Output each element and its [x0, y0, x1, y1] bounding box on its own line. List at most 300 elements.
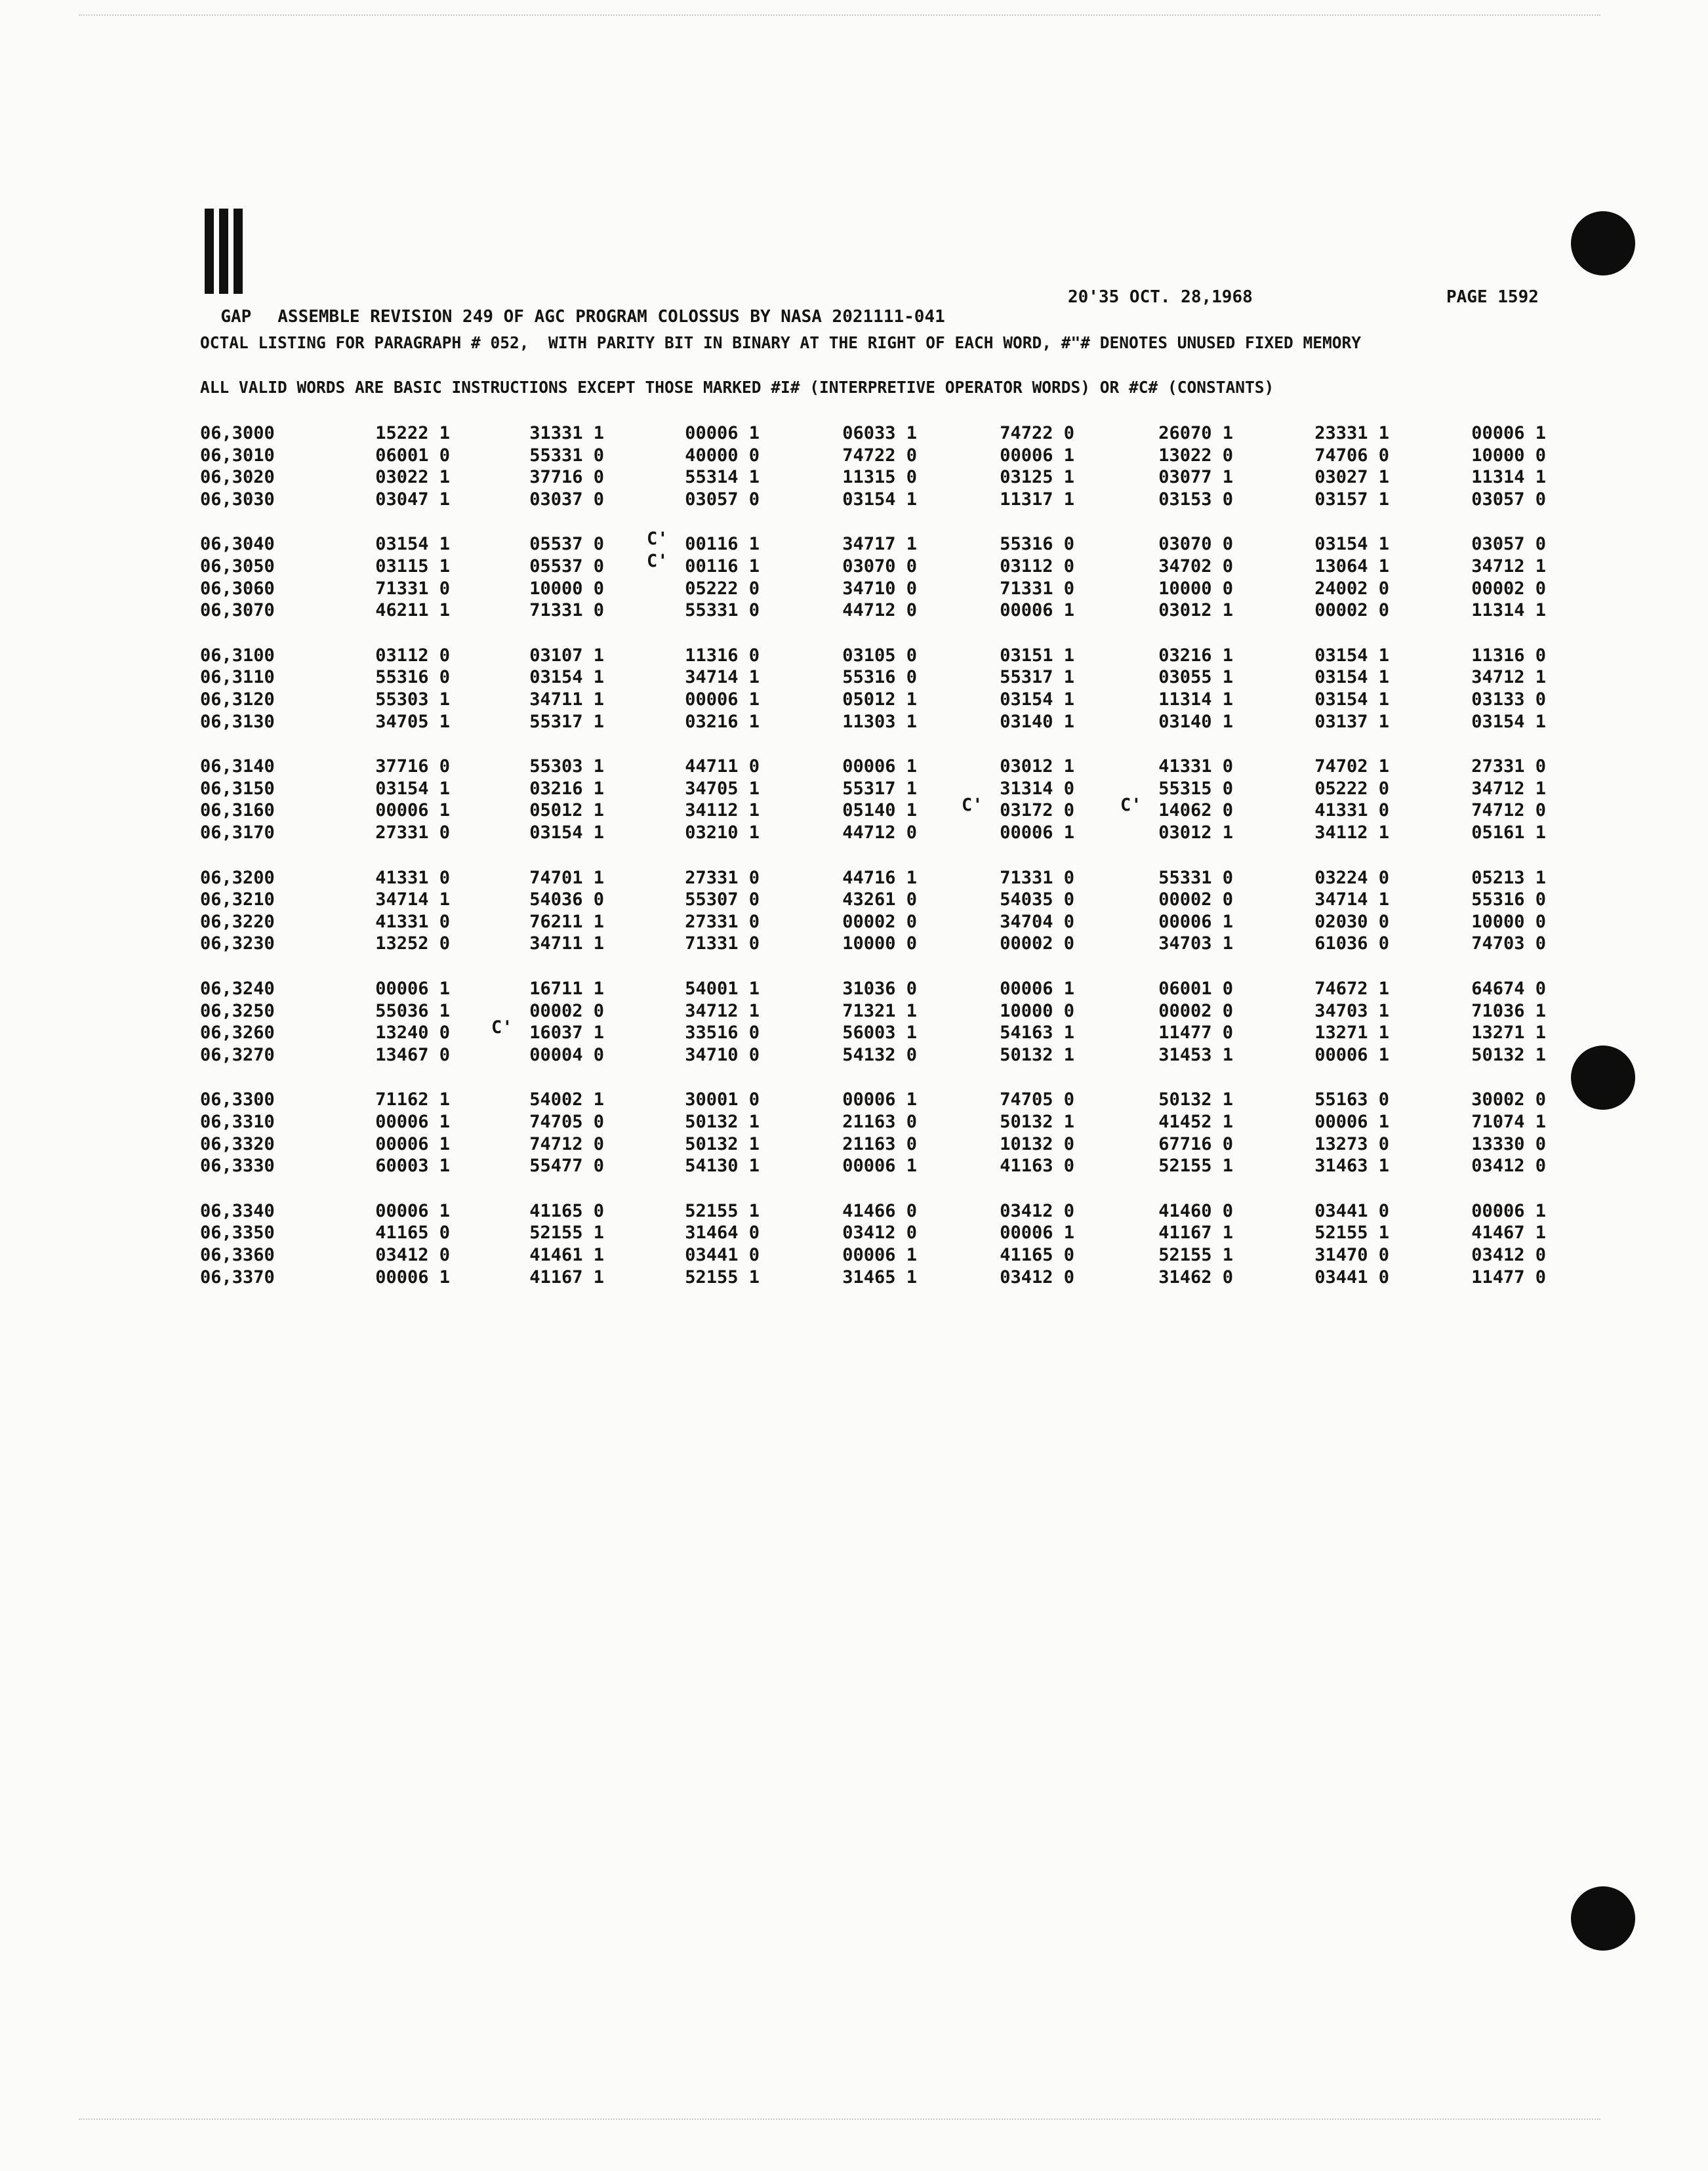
octal-word: 41167 1	[1158, 1223, 1233, 1244]
octal-word: 55303 1	[529, 756, 604, 777]
octal-word: 03172 0	[1000, 800, 1074, 821]
octal-word: 03154 1	[1314, 689, 1389, 710]
row-address: 06,3360	[200, 1245, 275, 1265]
octal-word: 21163 0	[842, 1112, 917, 1132]
header-line-3: ALL VALID WORDS ARE BASIC INSTRUCTIONS EXCEPT THOSE MARKED #I# (INTERPRETIVE OPERATOR WORDS) OR #C# (CONSTANTS)	[200, 378, 1274, 397]
octal-word: 00006 1	[1000, 822, 1074, 843]
octal-word: 13330 0	[1471, 1133, 1546, 1154]
constant-marker: C'	[962, 795, 983, 816]
row-address: 06,3000	[200, 423, 275, 443]
octal-word: 46211 1	[375, 600, 450, 621]
octal-word: 13022 0	[1158, 445, 1233, 466]
octal-word: 34712 1	[1471, 667, 1546, 688]
octal-word: 31470 0	[1314, 1245, 1389, 1265]
row-address: 06,3350	[200, 1223, 275, 1244]
octal-word: 03012 1	[1000, 756, 1074, 777]
octal-word: 03012 1	[1158, 600, 1233, 621]
octal-word: 27331 0	[685, 867, 760, 888]
octal-word: 13252 0	[375, 933, 450, 954]
octal-word: 13064 1	[1314, 556, 1389, 577]
octal-word: 03057 0	[1471, 489, 1546, 510]
octal-word: 26070 1	[1158, 423, 1233, 443]
octal-word: 03027 1	[1314, 467, 1389, 488]
octal-word: 50132 1	[1000, 1044, 1074, 1065]
octal-word: 34714 1	[685, 667, 760, 688]
octal-word: 71321 1	[842, 1000, 917, 1021]
octal-word: 76211 1	[529, 911, 604, 932]
octal-word: 27331 0	[1471, 756, 1546, 777]
octal-word: 05537 0	[529, 556, 604, 577]
octal-word: 34711 1	[529, 933, 604, 954]
octal-word: 34112 1	[1314, 822, 1389, 843]
row-address: 06,3020	[200, 467, 275, 488]
octal-word: 34710 0	[685, 1044, 760, 1065]
octal-word: 41165 0	[529, 1200, 604, 1221]
row-address: 06,3200	[200, 867, 275, 888]
octal-word: 03105 0	[842, 645, 917, 666]
constant-marker: C'	[647, 551, 668, 571]
octal-word: 05213 1	[1471, 867, 1546, 888]
octal-word: 03037 0	[529, 489, 604, 510]
octal-word: 55315 0	[1158, 778, 1233, 799]
octal-word: 74712 0	[529, 1133, 604, 1154]
page-number: PAGE 1592	[1446, 287, 1539, 307]
octal-word: 05537 0	[529, 534, 604, 555]
row-address: 06,3170	[200, 822, 275, 843]
octal-word: 03115 1	[375, 556, 450, 577]
octal-word: 71074 1	[1471, 1112, 1546, 1132]
octal-word: 11316 0	[685, 645, 760, 666]
octal-word: 00006 1	[685, 689, 760, 710]
octal-word: 03412 0	[1000, 1267, 1074, 1288]
octal-word: 41467 1	[1471, 1223, 1546, 1244]
octal-word: 41461 1	[529, 1245, 604, 1265]
octal-word: 03137 1	[1314, 711, 1389, 732]
octal-word: 03133 0	[1471, 689, 1546, 710]
punch-hole-bottom	[1571, 1886, 1635, 1951]
octal-word: 43261 0	[842, 889, 917, 910]
octal-word: 34705 1	[375, 711, 450, 732]
octal-word: 11303 1	[842, 711, 917, 732]
octal-word: 71331 0	[1000, 578, 1074, 599]
octal-word: 03057 0	[1471, 534, 1546, 555]
row-address: 06,3040	[200, 534, 275, 555]
row-address: 06,3320	[200, 1133, 275, 1154]
octal-word: 03157 1	[1314, 489, 1389, 510]
octal-word: 11315 0	[842, 467, 917, 488]
octal-word: 52155 1	[529, 1223, 604, 1244]
header-timestamp: 20'35 OCT. 28,1968	[1068, 287, 1253, 307]
octal-word: 00006 1	[1000, 445, 1074, 466]
octal-word: 71331 0	[529, 600, 604, 621]
octal-word: 31465 1	[842, 1267, 917, 1288]
octal-word: 55331 0	[685, 600, 760, 621]
octal-word: 03107 1	[529, 645, 604, 666]
octal-word: 55317 1	[842, 778, 917, 799]
octal-word: 05161 1	[1471, 822, 1546, 843]
octal-word: 27331 0	[375, 822, 450, 843]
octal-word: 71331 0	[1000, 867, 1074, 888]
octal-word: 31314 0	[1000, 778, 1074, 799]
octal-word: 00116 1	[685, 556, 760, 577]
octal-word: 55316 0	[375, 667, 450, 688]
octal-word: 06001 0	[1158, 979, 1233, 999]
octal-word: 03047 1	[375, 489, 450, 510]
octal-word: 44712 0	[842, 600, 917, 621]
octal-word: 13271 1	[1314, 1023, 1389, 1044]
octal-word: 00006 1	[1471, 1200, 1546, 1221]
octal-word: 00006 1	[375, 1133, 450, 1154]
octal-word: 16711 1	[529, 979, 604, 999]
octal-word: 00002 0	[1000, 933, 1074, 954]
octal-word: 05012 1	[529, 800, 604, 821]
octal-word: 71162 1	[375, 1089, 450, 1110]
octal-word: 00006 1	[842, 1156, 917, 1177]
octal-word: 03153 0	[1158, 489, 1233, 510]
row-address: 06,3340	[200, 1200, 275, 1221]
octal-word: 03070 0	[842, 556, 917, 577]
row-address: 06,3150	[200, 778, 275, 799]
row-address: 06,3250	[200, 1000, 275, 1021]
octal-word: 34717 1	[842, 534, 917, 555]
octal-word: 00002 0	[1314, 600, 1389, 621]
octal-word: 74702 1	[1314, 756, 1389, 777]
octal-word: 24002 0	[1314, 578, 1389, 599]
scan-edge-top	[79, 14, 1600, 16]
octal-word: 03216 1	[529, 778, 604, 799]
punch-hole-middle	[1571, 1045, 1635, 1110]
octal-word: 11314 1	[1471, 467, 1546, 488]
octal-word: 00006 1	[685, 423, 760, 443]
octal-word: 03154 1	[842, 489, 917, 510]
row-address: 06,3120	[200, 689, 275, 710]
octal-word: 03210 1	[685, 822, 760, 843]
octal-word: 31453 1	[1158, 1044, 1233, 1065]
octal-word: 34712 1	[1471, 778, 1546, 799]
octal-word: 52155 1	[685, 1267, 760, 1288]
octal-word: 55163 0	[1314, 1089, 1389, 1110]
octal-word: 03154 1	[529, 822, 604, 843]
octal-word: 05222 0	[1314, 778, 1389, 799]
octal-word: 03154 1	[1471, 711, 1546, 732]
octal-word: 23331 1	[1314, 423, 1389, 443]
constant-marker: C'	[1120, 795, 1142, 816]
octal-word: 05222 0	[685, 578, 760, 599]
octal-word: 16037 1	[529, 1023, 604, 1044]
octal-word: 13271 1	[1471, 1023, 1546, 1044]
octal-word: 00006 1	[842, 756, 917, 777]
octal-word: 11316 0	[1471, 645, 1546, 666]
row-address: 06,3370	[200, 1267, 275, 1288]
row-address: 06,3270	[200, 1044, 275, 1065]
octal-word: 30002 0	[1471, 1089, 1546, 1110]
octal-word: 31464 0	[685, 1223, 760, 1244]
octal-word: 31463 1	[1314, 1156, 1389, 1177]
octal-word: 03412 0	[842, 1223, 917, 1244]
punch-hole-top	[1571, 211, 1635, 275]
octal-word: 00002 0	[1158, 1000, 1233, 1021]
octal-word: 00006 1	[375, 1267, 450, 1288]
octal-word: 34714 1	[375, 889, 450, 910]
octal-word: 54163 1	[1000, 1023, 1074, 1044]
octal-word: 11317 1	[1000, 489, 1074, 510]
octal-word: 55316 0	[842, 667, 917, 688]
octal-word: 71331 0	[685, 933, 760, 954]
octal-word: 03022 1	[375, 467, 450, 488]
octal-word: 00006 1	[1471, 423, 1546, 443]
octal-word: 03112 0	[375, 645, 450, 666]
octal-word: 54132 0	[842, 1044, 917, 1065]
octal-word: 00006 1	[1000, 979, 1074, 999]
octal-word: 00002 0	[529, 1000, 604, 1021]
octal-word: 67716 0	[1158, 1133, 1233, 1154]
octal-word: 41452 1	[1158, 1112, 1233, 1132]
octal-word: 00006 1	[1314, 1044, 1389, 1065]
octal-word: 50132 1	[685, 1133, 760, 1154]
octal-word: 00006 1	[375, 800, 450, 821]
octal-word: 33516 0	[685, 1023, 760, 1044]
row-address: 06,3310	[200, 1112, 275, 1132]
octal-word: 03412 0	[375, 1245, 450, 1265]
octal-word: 37716 0	[529, 467, 604, 488]
row-address: 06,3010	[200, 445, 275, 466]
octal-word: 34704 0	[1000, 911, 1074, 932]
octal-word: 34712 1	[685, 1000, 760, 1021]
constant-marker: C'	[647, 529, 668, 550]
octal-word: 21163 0	[842, 1133, 917, 1154]
octal-word: 55036 1	[375, 1000, 450, 1021]
octal-word: 03412 0	[1471, 1156, 1546, 1177]
octal-word: 54001 1	[685, 979, 760, 999]
octal-word: 03154 1	[529, 667, 604, 688]
row-address: 06,3100	[200, 645, 275, 666]
octal-word: 64674 0	[1471, 979, 1546, 999]
octal-word: 11477 0	[1158, 1023, 1233, 1044]
octal-word: 00006 1	[375, 1200, 450, 1221]
octal-word: 52155 1	[685, 1200, 760, 1221]
octal-word: 55317 1	[1000, 667, 1074, 688]
octal-word: 03441 0	[685, 1245, 760, 1265]
octal-word: 03012 1	[1158, 822, 1233, 843]
octal-word: 10000 0	[1158, 578, 1233, 599]
octal-word: 41331 0	[375, 867, 450, 888]
gap-tag: GAP	[220, 307, 252, 327]
octal-word: 54036 0	[529, 889, 604, 910]
octal-word: 54130 1	[685, 1156, 760, 1177]
octal-word: 00002 0	[1158, 889, 1233, 910]
octal-word: 00002 0	[1471, 578, 1546, 599]
octal-word: 03140 1	[1158, 711, 1233, 732]
octal-word: 03441 0	[1314, 1267, 1389, 1288]
octal-word: 03077 1	[1158, 467, 1233, 488]
octal-word: 41165 0	[375, 1223, 450, 1244]
octal-word: 44716 1	[842, 867, 917, 888]
octal-word: 00006 1	[1000, 1223, 1074, 1244]
octal-word: 34112 1	[685, 800, 760, 821]
octal-word: 55331 0	[529, 445, 604, 466]
octal-word: 61036 0	[1314, 933, 1389, 954]
octal-word: 74722 0	[1000, 423, 1074, 443]
octal-word: 00006 1	[1158, 911, 1233, 932]
octal-word: 55314 1	[685, 467, 760, 488]
octal-word: 03154 1	[375, 778, 450, 799]
octal-word: 55307 0	[685, 889, 760, 910]
octal-word: 10000 0	[1471, 445, 1546, 466]
octal-word: 41165 0	[1000, 1245, 1074, 1265]
listing-title: ASSEMBLE REVISION 249 OF AGC PROGRAM COLOSSUS BY NASA 2021111-041	[277, 307, 945, 327]
scan-edge-bottom	[79, 2119, 1600, 2120]
header-line-2: OCTAL LISTING FOR PARAGRAPH # 052, WITH PARITY BIT IN BINARY AT THE RIGHT OF EACH WORD, #"# DENOTES UNUSED FIXED MEMORY	[200, 333, 1362, 352]
octal-word: 54035 0	[1000, 889, 1074, 910]
octal-word: 34710 0	[842, 578, 917, 599]
octal-word: 00006 1	[1000, 600, 1074, 621]
octal-word: 03412 0	[1000, 1200, 1074, 1221]
octal-word: 74703 0	[1471, 933, 1546, 954]
octal-word: 55477 0	[529, 1156, 604, 1177]
octal-word: 60003 1	[375, 1156, 450, 1177]
row-address: 06,3070	[200, 600, 275, 621]
octal-word: 41331 0	[1158, 756, 1233, 777]
octal-word: 10000 0	[1471, 911, 1546, 932]
octal-word: 05140 1	[842, 800, 917, 821]
octal-word: 00006 1	[1314, 1112, 1389, 1132]
octal-word: 03112 0	[1000, 556, 1074, 577]
octal-word: 44711 0	[685, 756, 760, 777]
octal-word: 34703 1	[1314, 1000, 1389, 1021]
octal-word: 44712 0	[842, 822, 917, 843]
octal-word: 06033 1	[842, 423, 917, 443]
row-address: 06,3230	[200, 933, 275, 954]
octal-word: 74705 0	[1000, 1089, 1074, 1110]
octal-word: 41331 0	[375, 911, 450, 932]
octal-word: 52155 1	[1158, 1156, 1233, 1177]
octal-word: 55316 0	[1000, 534, 1074, 555]
octal-word: 27331 0	[685, 911, 760, 932]
octal-word: 03151 1	[1000, 645, 1074, 666]
octal-word: 50132 1	[1158, 1089, 1233, 1110]
row-address: 06,3240	[200, 979, 275, 999]
octal-word: 41163 0	[1000, 1156, 1074, 1177]
octal-word: 03216 1	[1158, 645, 1233, 666]
constant-marker: C'	[491, 1017, 513, 1038]
octal-word: 55331 0	[1158, 867, 1233, 888]
row-address: 06,3030	[200, 489, 275, 510]
octal-word: 02030 0	[1314, 911, 1389, 932]
octal-word: 74706 0	[1314, 445, 1389, 466]
octal-word: 03140 1	[1000, 711, 1074, 732]
octal-word: 34703 1	[1158, 933, 1233, 954]
octal-word: 37716 0	[375, 756, 450, 777]
octal-word: 03216 1	[685, 711, 760, 732]
octal-word: 05012 1	[842, 689, 917, 710]
octal-word: 74722 0	[842, 445, 917, 466]
octal-word: 03224 0	[1314, 867, 1389, 888]
octal-word: 71036 1	[1471, 1000, 1546, 1021]
octal-word: 11314 1	[1471, 600, 1546, 621]
octal-word: 50132 1	[685, 1112, 760, 1132]
row-address: 06,3060	[200, 578, 275, 599]
row-address: 06,3160	[200, 800, 275, 821]
octal-word: 03055 1	[1158, 667, 1233, 688]
octal-word: 31036 0	[842, 979, 917, 999]
octal-word: 34712 1	[1471, 556, 1546, 577]
octal-word: 00006 1	[375, 1112, 450, 1132]
row-address: 06,3110	[200, 667, 275, 688]
octal-word: 52155 1	[1158, 1245, 1233, 1265]
octal-word: 40000 0	[685, 445, 760, 466]
row-address: 06,3220	[200, 911, 275, 932]
octal-word: 03057 0	[685, 489, 760, 510]
octal-word: 41460 0	[1158, 1200, 1233, 1221]
octal-word: 11477 0	[1471, 1267, 1546, 1288]
octal-word: 00006 1	[375, 979, 450, 999]
octal-word: 10000 0	[842, 933, 917, 954]
octal-word: 55316 0	[1471, 889, 1546, 910]
octal-word: 56003 1	[842, 1023, 917, 1044]
octal-word: 71331 0	[375, 578, 450, 599]
octal-word: 55303 1	[375, 689, 450, 710]
octal-word: 31462 0	[1158, 1267, 1233, 1288]
octal-word: 03154 1	[1314, 645, 1389, 666]
octal-word: 52155 1	[1314, 1223, 1389, 1244]
octal-word: 00002 0	[842, 911, 917, 932]
octal-word: 03125 1	[1000, 467, 1074, 488]
octal-word: 00116 1	[685, 534, 760, 555]
row-address: 06,3050	[200, 556, 275, 577]
octal-word: 06001 0	[375, 445, 450, 466]
octal-word: 50132 1	[1000, 1112, 1074, 1132]
octal-word: 30001 0	[685, 1089, 760, 1110]
row-address: 06,3260	[200, 1023, 275, 1044]
header-line-1	[200, 287, 945, 327]
octal-word: 34711 1	[529, 689, 604, 710]
octal-word: 00006 1	[842, 1089, 917, 1110]
octal-word: 13240 0	[375, 1023, 450, 1044]
octal-word: 13273 0	[1314, 1133, 1389, 1154]
octal-word: 34702 0	[1158, 556, 1233, 577]
octal-word: 41331 0	[1314, 800, 1389, 821]
octal-word: 03154 1	[375, 534, 450, 555]
octal-word: 03154 1	[1000, 689, 1074, 710]
octal-word: 03070 0	[1158, 534, 1233, 555]
row-address: 06,3130	[200, 711, 275, 732]
octal-word: 11314 1	[1158, 689, 1233, 710]
octal-word: 74705 0	[529, 1112, 604, 1132]
octal-word: 13467 0	[375, 1044, 450, 1065]
octal-word: 55317 1	[529, 711, 604, 732]
octal-word: 03154 1	[1314, 534, 1389, 555]
row-address: 06,3140	[200, 756, 275, 777]
octal-word: 10132 0	[1000, 1133, 1074, 1154]
octal-word: 34705 1	[685, 778, 760, 799]
octal-word: 74712 0	[1471, 800, 1546, 821]
octal-word: 03154 1	[1314, 667, 1389, 688]
octal-word: 00006 1	[842, 1245, 917, 1265]
row-address: 06,3300	[200, 1089, 275, 1110]
octal-word: 14062 0	[1158, 800, 1233, 821]
row-address: 06,3330	[200, 1156, 275, 1177]
octal-word: 41466 0	[842, 1200, 917, 1221]
octal-word: 10000 0	[529, 578, 604, 599]
octal-word: 54002 1	[529, 1089, 604, 1110]
octal-word: 41167 1	[529, 1267, 604, 1288]
octal-word: 03412 0	[1471, 1245, 1546, 1265]
octal-word: 31331 1	[529, 423, 604, 443]
octal-word: 15222 1	[375, 423, 450, 443]
octal-word: 34714 1	[1314, 889, 1389, 910]
octal-word: 50132 1	[1471, 1044, 1546, 1065]
octal-word: 74672 1	[1314, 979, 1389, 999]
